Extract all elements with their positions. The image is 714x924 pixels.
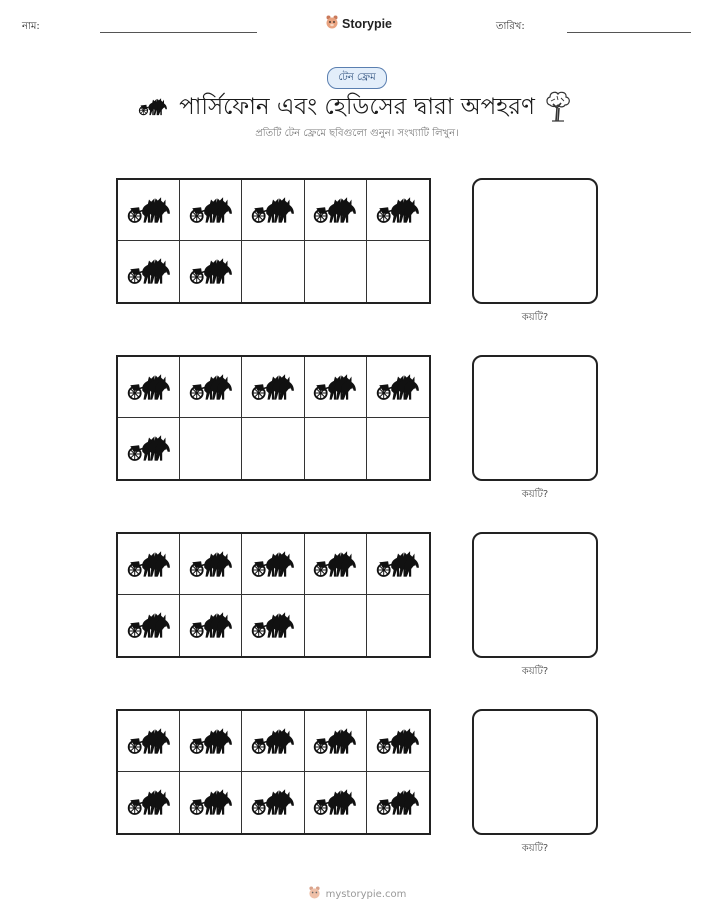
ten-frame-cell bbox=[305, 772, 367, 833]
ten-frame-2 bbox=[116, 355, 431, 481]
chariot-icon bbox=[313, 548, 357, 581]
ten-frame-cell bbox=[118, 357, 180, 418]
answer-box-4[interactable] bbox=[472, 709, 598, 835]
storypie-logo-icon bbox=[308, 885, 321, 904]
chariot-icon bbox=[127, 255, 171, 288]
ten-frame-cell bbox=[242, 180, 304, 241]
ten-frame-cell bbox=[118, 534, 180, 595]
name-line[interactable] bbox=[100, 32, 257, 33]
chariot-icon bbox=[251, 548, 295, 581]
ten-frame-cell bbox=[367, 772, 429, 833]
ten-frame-cell bbox=[180, 357, 242, 418]
chariot-icon bbox=[189, 371, 233, 404]
ten-frame-cell bbox=[305, 534, 367, 595]
answer-label-4: কয়টি? bbox=[521, 843, 549, 854]
chariot-icon bbox=[127, 548, 171, 581]
footer bbox=[0, 885, 714, 904]
chariot-icon bbox=[251, 609, 295, 642]
answer-box-3[interactable] bbox=[472, 532, 598, 658]
date-label: তারিখ: bbox=[496, 21, 525, 32]
ten-frame-1 bbox=[116, 178, 431, 304]
chariot-icon bbox=[251, 194, 295, 227]
footer-url: mystorypie.com bbox=[325, 889, 407, 900]
answer-box-1[interactable] bbox=[472, 178, 598, 304]
chariot-icon bbox=[376, 725, 420, 758]
ten-frame-4 bbox=[116, 709, 431, 835]
ten-frame-cell bbox=[180, 711, 242, 772]
chariot-icon bbox=[376, 194, 420, 227]
ten-frame-cell bbox=[367, 711, 429, 772]
ten-frame-cell bbox=[367, 180, 429, 241]
ten-frame-cell bbox=[305, 180, 367, 241]
ten-frame-cell bbox=[118, 180, 180, 241]
chariot-icon bbox=[189, 548, 233, 581]
chariot-icon bbox=[189, 194, 233, 227]
ten-frame-cell bbox=[118, 772, 180, 833]
ten-frame-cell bbox=[118, 241, 180, 302]
name-label: নাম: bbox=[22, 21, 40, 32]
worksheet-type-badge: টেন ফ্রেম bbox=[327, 67, 387, 89]
ten-frame-cell bbox=[242, 418, 304, 479]
ten-frame-3 bbox=[116, 532, 431, 658]
ten-frame-cell bbox=[305, 711, 367, 772]
ten-frame-cell bbox=[242, 357, 304, 418]
ten-frame-cell bbox=[180, 595, 242, 656]
ten-frame-cell bbox=[367, 534, 429, 595]
ten-frame-cell bbox=[242, 534, 304, 595]
storypie-logo-icon bbox=[325, 14, 339, 34]
ten-frame-cell bbox=[367, 595, 429, 656]
ten-frame-cell bbox=[367, 418, 429, 479]
chariot-icon bbox=[189, 786, 233, 819]
ten-frame-cell bbox=[180, 534, 242, 595]
chariot-icon bbox=[376, 548, 420, 581]
chariot-icon bbox=[127, 432, 171, 465]
ten-frame-cell bbox=[180, 180, 242, 241]
chariot-icon bbox=[313, 786, 357, 819]
chariot-icon bbox=[127, 786, 171, 819]
ten-frame-cell bbox=[305, 357, 367, 418]
chariot-icon bbox=[251, 371, 295, 404]
ten-frame-cell bbox=[305, 595, 367, 656]
chariot-icon bbox=[189, 255, 233, 288]
ten-frame-cell bbox=[242, 241, 304, 302]
ten-frame-cell bbox=[305, 241, 367, 302]
ten-frame-cell bbox=[118, 418, 180, 479]
ten-frame-cell bbox=[367, 241, 429, 302]
chariot-icon bbox=[313, 194, 357, 227]
chariot-icon bbox=[376, 786, 420, 819]
answer-box-2[interactable] bbox=[472, 355, 598, 481]
date-line[interactable] bbox=[567, 32, 691, 33]
ten-frame-cell bbox=[242, 595, 304, 656]
chariot-icon bbox=[127, 725, 171, 758]
chariot-icon bbox=[189, 725, 233, 758]
ten-frame-cell bbox=[367, 357, 429, 418]
ten-frame-cell bbox=[180, 241, 242, 302]
ten-frame-cell bbox=[305, 418, 367, 479]
chariot-icon bbox=[127, 371, 171, 404]
ten-frame-cell bbox=[242, 772, 304, 833]
ten-frame-cell bbox=[180, 418, 242, 479]
tree-icon bbox=[545, 90, 571, 126]
chariot-icon bbox=[251, 725, 295, 758]
chariot-icon bbox=[127, 194, 171, 227]
chariot-icon bbox=[376, 371, 420, 404]
chariot-icon bbox=[251, 786, 295, 819]
ten-frame-cell bbox=[180, 772, 242, 833]
chariot-icon bbox=[127, 609, 171, 642]
ten-frame-cell bbox=[118, 595, 180, 656]
answer-label-3: কয়টি? bbox=[521, 666, 549, 677]
chariot-icon bbox=[189, 609, 233, 642]
chariot-icon bbox=[313, 371, 357, 404]
ten-frame-cell bbox=[242, 711, 304, 772]
worksheet-title: পার্সিফোন এবং হেডিসের দ্বারা অপহরণ bbox=[179, 94, 535, 120]
answer-label-1: কয়টি? bbox=[521, 312, 549, 323]
chariot-icon bbox=[313, 725, 357, 758]
ten-frame-cell bbox=[118, 711, 180, 772]
answer-label-2: কয়টি? bbox=[521, 489, 549, 500]
brand-name: Storypie bbox=[342, 17, 393, 31]
brand bbox=[325, 14, 392, 34]
instructions: প্রতিটি টেন ফ্রেমে ছবিগুলো গুনুন। সংখ্যাটি লিখুন। bbox=[255, 128, 459, 139]
